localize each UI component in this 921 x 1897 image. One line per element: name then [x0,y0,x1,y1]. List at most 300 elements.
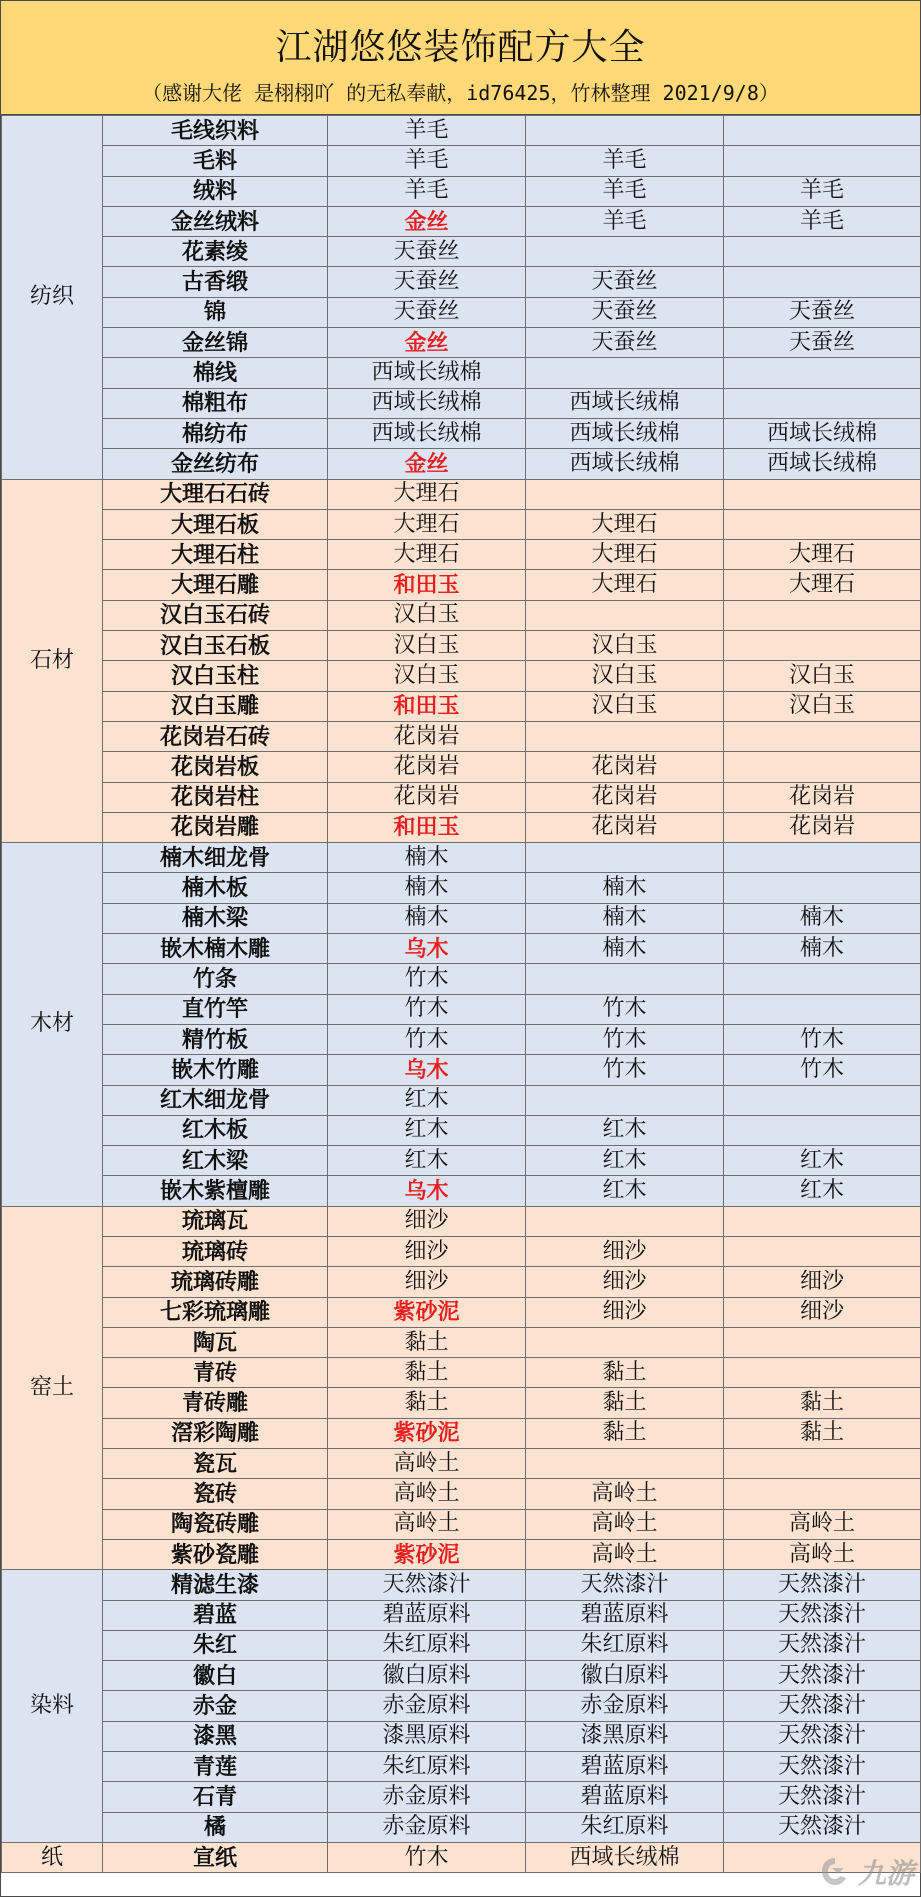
item-name: 橘 [103,1812,328,1842]
table-row [2,388,921,418]
material-cell-1: 紫砂泥 [328,1297,526,1327]
material-cell-2: 高岭土 [526,1539,724,1569]
material-cell-1: 漆黑原料 [328,1721,526,1751]
material-cell-1: 天蚕丝 [328,297,526,327]
material-cell-2: 汉白玉 [526,631,724,661]
item-name: 青莲 [103,1752,328,1782]
watermark-text: 九游 [857,1857,914,1890]
material-cell-2: 碧蓝原料 [526,1752,724,1782]
item-name: 金丝锦 [103,328,328,358]
material-cell-3: 大理石 [724,540,921,570]
material-cell-1: 西域长绒棉 [328,388,526,418]
material-cell-1: 徽白原料 [328,1661,526,1691]
item-name: 棉粗布 [103,388,328,418]
table-row [2,721,921,751]
material-cell-2: 花岗岩 [526,782,724,812]
material-cell-2: 天然漆汁 [526,1570,724,1600]
item-name: 嵌木楠木雕 [103,934,328,964]
table-row [2,994,921,1024]
category-label: 木材 [2,843,103,1207]
material-cell-1: 黏土 [328,1327,526,1357]
item-name: 金丝绒料 [103,206,328,236]
material-cell-1: 汉白玉 [328,631,526,661]
material-cell-2: 朱红原料 [526,1630,724,1660]
material-cell-1: 汉白玉 [328,661,526,691]
material-cell-2: 楠木 [526,934,724,964]
item-name: 楠木梁 [103,903,328,933]
material-cell-2: 花岗岩 [526,752,724,782]
material-cell-3: 天蚕丝 [724,297,921,327]
material-cell-2: 楠木 [526,903,724,933]
material-cell-2 [526,1206,724,1236]
material-cell-1: 红木 [328,1146,526,1176]
material-cell-1: 红木 [328,1115,526,1145]
item-name: 花岗岩柱 [103,782,328,812]
material-cell-3 [724,116,921,146]
material-cell-2: 花岗岩 [526,812,724,842]
material-cell-3 [724,873,921,903]
table-row [2,358,921,388]
material-cell-3: 黏土 [724,1388,921,1418]
item-name: 锦 [103,297,328,327]
item-name: 金丝纺布 [103,449,328,479]
material-cell-1: 羊毛 [328,176,526,206]
material-cell-1: 金丝 [328,449,526,479]
material-cell-3: 羊毛 [724,206,921,236]
table-row [2,1509,921,1539]
material-cell-1: 大理石 [328,479,526,509]
item-name: 红木细龙骨 [103,1085,328,1115]
table-row [2,1085,921,1115]
material-cell-1: 汉白玉 [328,600,526,630]
table-row [2,1752,921,1782]
material-cell-1: 细沙 [328,1267,526,1297]
item-name: 花岗岩石砖 [103,721,328,751]
table-row [2,1297,921,1327]
material-cell-1: 乌木 [328,1055,526,1085]
item-name: 陶瓦 [103,1327,328,1357]
table-row [2,1146,921,1176]
item-name: 汉白玉石砖 [103,600,328,630]
table-row [2,146,921,176]
material-cell-2: 高岭土 [526,1509,724,1539]
material-cell-3: 天然漆汁 [724,1752,921,1782]
category-label: 纸 [2,1842,103,1872]
material-cell-1: 竹木 [328,1024,526,1054]
material-cell-2: 羊毛 [526,146,724,176]
material-cell-1: 红木 [328,1085,526,1115]
item-name: 滘彩陶雕 [103,1418,328,1448]
material-cell-2: 黏土 [526,1388,724,1418]
material-cell-3: 天蚕丝 [724,328,921,358]
item-name: 徽白 [103,1661,328,1691]
material-cell-2: 西域长绒棉 [526,388,724,418]
material-cell-2: 高岭土 [526,1479,724,1509]
header [1,1,920,115]
item-name: 精滤生漆 [103,1570,328,1600]
material-cell-2: 漆黑原料 [526,1721,724,1751]
table-row [2,570,921,600]
item-name: 琉璃砖雕 [103,1267,328,1297]
material-cell-3: 西域长绒棉 [724,418,921,448]
item-name: 楠木板 [103,873,328,903]
table-row [2,206,921,236]
material-cell-3 [724,358,921,388]
material-cell-2: 西域长绒棉 [526,449,724,479]
material-cell-2: 黏土 [526,1418,724,1448]
material-cell-3 [724,479,921,509]
material-cell-3: 西域长绒棉 [724,449,921,479]
material-cell-3 [724,1115,921,1145]
page-subtitle: （感谢大佬 是栩栩吖 的无私奉献，id76425，竹林整理 2021/9/8） [142,81,779,105]
item-name: 瓷瓦 [103,1449,328,1479]
material-cell-1: 羊毛 [328,146,526,176]
material-cell-3: 高岭土 [724,1509,921,1539]
table-row [2,934,921,964]
material-cell-3: 竹木 [724,1024,921,1054]
material-cell-3 [724,237,921,267]
material-cell-3 [724,1236,921,1266]
material-cell-1: 楠木 [328,903,526,933]
material-cell-1: 楠木 [328,873,526,903]
material-cell-2: 竹木 [526,1055,724,1085]
material-cell-1: 大理石 [328,509,526,539]
material-cell-3: 天然漆汁 [724,1600,921,1630]
recipe-table [1,115,921,1873]
material-cell-1: 楠木 [328,843,526,873]
material-cell-1: 金丝 [328,328,526,358]
material-cell-2: 赤金原料 [526,1691,724,1721]
material-cell-2: 碧蓝原料 [526,1600,724,1630]
item-name: 汉白玉石板 [103,631,328,661]
material-cell-1: 天然漆汁 [328,1570,526,1600]
material-cell-3 [724,388,921,418]
material-cell-3: 天然漆汁 [724,1661,921,1691]
item-name: 朱红 [103,1630,328,1660]
material-cell-3 [724,1842,921,1872]
item-name: 大理石石砖 [103,479,328,509]
material-cell-3: 楠木 [724,934,921,964]
material-cell-3 [724,1358,921,1388]
material-cell-1: 细沙 [328,1236,526,1266]
item-name: 大理石板 [103,509,328,539]
material-cell-3: 天然漆汁 [724,1630,921,1660]
material-cell-1: 西域长绒棉 [328,418,526,448]
material-cell-2: 细沙 [526,1297,724,1327]
item-name: 大理石雕 [103,570,328,600]
material-cell-1: 高岭土 [328,1509,526,1539]
table-row [2,1206,921,1236]
material-cell-1: 碧蓝原料 [328,1600,526,1630]
material-cell-3: 大理石 [724,570,921,600]
item-name: 琉璃瓦 [103,1206,328,1236]
material-cell-2: 天蚕丝 [526,267,724,297]
material-cell-2: 西域长绒棉 [526,1842,724,1872]
item-name: 嵌木竹雕 [103,1055,328,1085]
item-name: 琉璃砖 [103,1236,328,1266]
material-cell-2: 红木 [526,1146,724,1176]
item-name: 直竹竿 [103,994,328,1024]
item-name: 花素绫 [103,237,328,267]
table-row [2,237,921,267]
item-name: 花岗岩板 [103,752,328,782]
material-cell-3 [724,964,921,994]
item-name: 嵌木紫檀雕 [103,1176,328,1206]
item-name: 毛料 [103,146,328,176]
table-row [2,1358,921,1388]
item-name: 石青 [103,1782,328,1812]
table-row [2,1812,921,1842]
material-cell-3 [724,600,921,630]
table-row [2,1418,921,1448]
item-name: 紫砂瓷雕 [103,1539,328,1569]
material-cell-2 [526,721,724,751]
material-cell-1: 竹木 [328,994,526,1024]
material-cell-3: 高岭土 [724,1539,921,1569]
item-name: 青砖雕 [103,1388,328,1418]
table-row [2,1721,921,1751]
material-cell-2: 大理石 [526,540,724,570]
table-row [2,267,921,297]
material-cell-1: 高岭土 [328,1479,526,1509]
material-cell-1: 花岗岩 [328,752,526,782]
material-cell-1: 赤金原料 [328,1691,526,1721]
category-label: 窑土 [2,1206,103,1570]
material-cell-2: 羊毛 [526,176,724,206]
table-row [2,1842,921,1872]
item-name: 宣纸 [103,1842,328,1872]
table-row [2,1115,921,1145]
table-row [2,1388,921,1418]
material-cell-2 [526,237,724,267]
table-row [2,1661,921,1691]
recipe-table-body [2,116,921,1873]
item-name: 瓷砖 [103,1479,328,1509]
material-cell-1: 羊毛 [328,116,526,146]
material-cell-1: 竹木 [328,964,526,994]
material-cell-2 [526,1449,724,1479]
material-cell-2: 汉白玉 [526,691,724,721]
category-label: 纺织 [2,116,103,480]
material-cell-1: 和田玉 [328,570,526,600]
material-cell-3 [724,509,921,539]
material-cell-3: 天然漆汁 [724,1812,921,1842]
material-cell-1: 大理石 [328,540,526,570]
table-row [2,691,921,721]
material-cell-3: 羊毛 [724,176,921,206]
item-name: 毛线织料 [103,116,328,146]
material-cell-2: 楠木 [526,873,724,903]
material-cell-1: 和田玉 [328,691,526,721]
material-cell-2: 红木 [526,1176,724,1206]
material-cell-2: 西域长绒棉 [526,418,724,448]
material-cell-2: 竹木 [526,994,724,1024]
category-label: 染料 [2,1570,103,1843]
item-name: 精竹板 [103,1024,328,1054]
material-cell-1: 天蚕丝 [328,237,526,267]
table-row [2,1327,921,1357]
table-row [2,1691,921,1721]
item-name: 红木板 [103,1115,328,1145]
table-row [2,1024,921,1054]
material-cell-2: 大理石 [526,570,724,600]
material-cell-3 [724,843,921,873]
table-row [2,782,921,812]
material-cell-3 [724,631,921,661]
item-name: 汉白玉柱 [103,661,328,691]
table-row [2,631,921,661]
table-row [2,1600,921,1630]
material-cell-2: 细沙 [526,1267,724,1297]
material-cell-3: 花岗岩 [724,812,921,842]
material-cell-2: 天蚕丝 [526,328,724,358]
table-row [2,752,921,782]
table-row [2,449,921,479]
item-name: 棉纺布 [103,418,328,448]
item-name: 竹条 [103,964,328,994]
table-row [2,812,921,842]
category-label: 石材 [2,479,103,843]
material-cell-1: 紫砂泥 [328,1539,526,1569]
material-cell-3 [724,1449,921,1479]
material-cell-1: 赤金原料 [328,1782,526,1812]
material-cell-1: 金丝 [328,206,526,236]
item-name: 大理石柱 [103,540,328,570]
table-row [2,1449,921,1479]
material-cell-3 [724,267,921,297]
item-name: 青砖 [103,1358,328,1388]
material-cell-2: 大理石 [526,509,724,539]
table-row [2,479,921,509]
item-name: 花岗岩雕 [103,812,328,842]
table-row [2,1539,921,1569]
material-cell-3 [724,1327,921,1357]
material-cell-3: 天然漆汁 [724,1782,921,1812]
material-cell-2 [526,1085,724,1115]
material-cell-3: 汉白玉 [724,691,921,721]
table-row [2,964,921,994]
material-cell-1: 花岗岩 [328,721,526,751]
material-cell-1: 黏土 [328,1388,526,1418]
item-name: 红木梁 [103,1146,328,1176]
item-name: 绒料 [103,176,328,206]
table-row [2,1479,921,1509]
item-name: 古香缎 [103,267,328,297]
material-cell-2 [526,600,724,630]
material-cell-2 [526,843,724,873]
item-name: 漆黑 [103,1721,328,1751]
material-cell-2 [526,358,724,388]
material-cell-2 [526,964,724,994]
table-row [2,1630,921,1660]
table-row [2,843,921,873]
material-cell-2: 碧蓝原料 [526,1782,724,1812]
material-cell-2 [526,479,724,509]
item-name: 陶瓷砖雕 [103,1509,328,1539]
material-cell-1: 高岭土 [328,1449,526,1479]
material-cell-2: 竹木 [526,1024,724,1054]
table-row [2,540,921,570]
material-cell-1: 朱红原料 [328,1630,526,1660]
material-cell-2: 朱红原料 [526,1812,724,1842]
material-cell-3: 黏土 [724,1418,921,1448]
material-cell-1: 朱红原料 [328,1752,526,1782]
material-cell-3: 汉白玉 [724,661,921,691]
material-cell-2: 黏土 [526,1358,724,1388]
table-row [2,1236,921,1266]
material-cell-3 [724,994,921,1024]
material-cell-3: 楠木 [724,903,921,933]
material-cell-3 [724,146,921,176]
table-row [2,1055,921,1085]
material-cell-2: 细沙 [526,1236,724,1266]
material-cell-3 [724,721,921,751]
material-cell-3: 天然漆汁 [724,1691,921,1721]
material-cell-1: 赤金原料 [328,1812,526,1842]
table-row [2,116,921,146]
material-cell-2: 红木 [526,1115,724,1145]
table-row [2,873,921,903]
material-cell-3: 花岗岩 [724,782,921,812]
table-row [2,1176,921,1206]
table-row [2,1267,921,1297]
table-row [2,661,921,691]
material-cell-3 [724,1085,921,1115]
material-cell-3: 细沙 [724,1267,921,1297]
material-cell-2 [526,116,724,146]
material-cell-1: 紫砂泥 [328,1418,526,1448]
table-row [2,509,921,539]
material-cell-2: 徽白原料 [526,1661,724,1691]
material-cell-1: 黏土 [328,1358,526,1388]
material-cell-1: 乌木 [328,934,526,964]
material-cell-3 [724,1479,921,1509]
material-cell-1: 竹木 [328,1842,526,1872]
material-cell-1: 西域长绒棉 [328,358,526,388]
material-cell-3: 竹木 [724,1055,921,1085]
material-cell-3: 天然漆汁 [724,1570,921,1600]
table-row [2,328,921,358]
table-row [2,418,921,448]
material-cell-3 [724,752,921,782]
material-cell-3: 细沙 [724,1297,921,1327]
table-row [2,1570,921,1600]
table-row [2,903,921,933]
table-row [2,297,921,327]
material-cell-1: 乌木 [328,1176,526,1206]
material-cell-3 [724,1206,921,1236]
material-cell-1: 和田玉 [328,812,526,842]
material-cell-3: 红木 [724,1176,921,1206]
material-cell-2: 羊毛 [526,206,724,236]
item-name: 七彩琉璃雕 [103,1297,328,1327]
table-row [2,1782,921,1812]
material-cell-2 [526,1327,724,1357]
material-cell-3: 红木 [724,1146,921,1176]
table-row [2,176,921,206]
material-cell-2: 汉白玉 [526,661,724,691]
material-cell-3: 天然漆汁 [724,1721,921,1751]
item-name: 楠木细龙骨 [103,843,328,873]
item-name: 赤金 [103,1691,328,1721]
material-cell-1: 天蚕丝 [328,267,526,297]
item-name: 棉线 [103,358,328,388]
material-cell-2: 天蚕丝 [526,297,724,327]
item-name: 碧蓝 [103,1600,328,1630]
item-name: 汉白玉雕 [103,691,328,721]
material-cell-1: 细沙 [328,1206,526,1236]
table-row [2,600,921,630]
